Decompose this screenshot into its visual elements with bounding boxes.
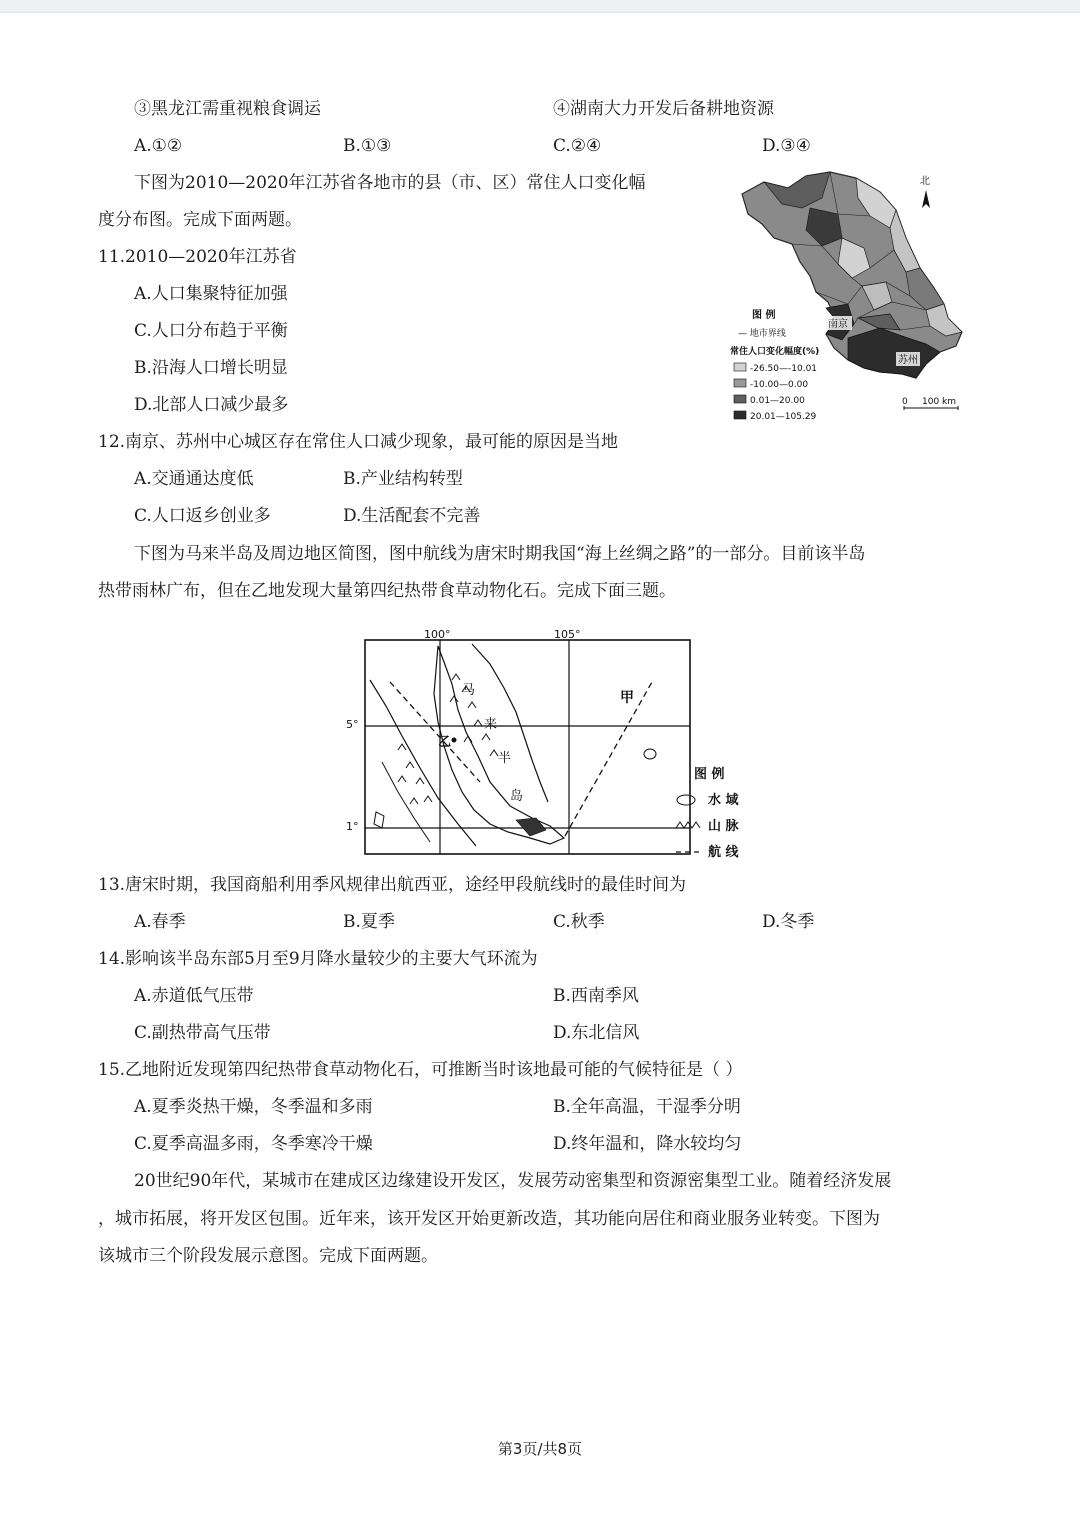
intro-jiangsu-line-1: 下图为2010—2020年江苏省各地市的县（市、区）常住人口变化幅 bbox=[134, 173, 646, 193]
q15-option-d: D.终年温和，降水较均匀 bbox=[553, 1134, 742, 1154]
q10-item-3: ③黑龙江需重视粮食调运 bbox=[134, 99, 321, 119]
legend-swatch-1 bbox=[734, 363, 746, 371]
q12-option-a: A.交通通达度低 bbox=[134, 469, 254, 489]
jiangsu-population-map bbox=[730, 168, 975, 428]
intro-malay-line-1: 下图为马来半岛及周边地区简图，图中航线为唐宋时期我国“海上丝绸之路”的一部分。目前该半岛 bbox=[134, 544, 866, 564]
q12-option-c: C.人口返乡创业多 bbox=[134, 506, 271, 526]
q15-option-a: A.夏季炎热干燥，冬季温和多雨 bbox=[134, 1097, 373, 1117]
top-bar bbox=[0, 0, 1080, 13]
map-legend-title: 图 例 bbox=[752, 310, 776, 321]
intro-city-line-1: 20世纪90年代，某城市在建成区边缘建设开发区，发展劳动密集型和资源密集型工业。随着经济发展 bbox=[134, 1171, 892, 1191]
q11-option-c: C.人口分布趋于平衡 bbox=[134, 321, 288, 341]
q14-stem: 14.影响该半岛东部5月至9月降水量较少的主要大气环流为 bbox=[98, 949, 538, 969]
q10-option-a: A.①② bbox=[134, 136, 183, 156]
q13-option-b: B.夏季 bbox=[343, 912, 395, 932]
ban-label: 半 bbox=[498, 751, 512, 766]
q15-stem: 15.乙地附近发现第四纪热带食草动物化石，可推断当时该地最可能的气候特征是（ ） bbox=[98, 1060, 743, 1080]
suzhou-label: 苏州 bbox=[898, 355, 918, 366]
lat-5-label: 5° bbox=[346, 718, 359, 731]
legend-mountain-label: 山 脉 bbox=[708, 819, 739, 834]
q14-option-a: A.赤道低气压带 bbox=[134, 986, 254, 1006]
legend-class-1: -26.50—-10.01 bbox=[750, 364, 818, 374]
jia-label: 甲 bbox=[620, 690, 634, 706]
q12-stem: 12.南京、苏州中心城区存在常住人口减少现象，最可能的原因是当地 bbox=[98, 432, 619, 452]
legend-water-label: 水 域 bbox=[708, 793, 739, 808]
q14-option-d: D.东北信风 bbox=[553, 1023, 640, 1043]
legend-class-4: 20.01—105.29 bbox=[750, 412, 817, 422]
dao-label: 岛 bbox=[510, 789, 524, 804]
q13-option-a: A.春季 bbox=[134, 912, 186, 932]
intro-malay-line-2: 热带雨林广布，但在乙地发现大量第四纪热带食草动物化石。完成下面三题。 bbox=[98, 581, 676, 601]
lon-105-label: 105° bbox=[554, 628, 581, 641]
ma-label: 马 bbox=[462, 683, 476, 698]
q13-option-c: C.秋季 bbox=[553, 912, 605, 932]
q13-stem: 13.唐宋时期，我国商船利用季风规律出航西亚，途经甲段航线时的最佳时间为 bbox=[98, 875, 687, 895]
lat-1-label: 1° bbox=[346, 820, 359, 833]
north-arrow-icon bbox=[922, 190, 930, 208]
q11-option-b: B.沿海人口增长明显 bbox=[134, 358, 288, 378]
malay-legend-title: 图 例 bbox=[694, 767, 725, 782]
intro-jiangsu-line-2: 度分布图。完成下面两题。 bbox=[98, 210, 302, 230]
legend-swatch-2 bbox=[734, 379, 746, 387]
q10-item-4: ④湖南大力开发后备耕地资源 bbox=[553, 99, 774, 119]
lon-100-label: 100° bbox=[424, 628, 451, 641]
page-number: 第3页/共8页 bbox=[497, 1440, 583, 1458]
q11-option-d: D.北部人口减少最多 bbox=[134, 395, 289, 415]
boundary-legend: — 地市界线 bbox=[738, 329, 786, 339]
nanjing-label: 南京 bbox=[828, 319, 848, 330]
malay-peninsula-map bbox=[340, 622, 760, 862]
q15-option-c: C.夏季高温多雨，冬季寒冷干燥 bbox=[134, 1134, 373, 1154]
q12-option-b: B.产业结构转型 bbox=[343, 469, 463, 489]
legend-swatch-3 bbox=[734, 395, 746, 403]
q13-option-d: D.冬季 bbox=[762, 912, 815, 932]
q15-option-b: B.全年高温，干湿季分明 bbox=[553, 1097, 741, 1117]
legend-route-label: 航 线 bbox=[708, 845, 739, 860]
yi-point bbox=[452, 738, 457, 743]
scale-label: 100 km bbox=[922, 397, 957, 407]
change-legend-title: 常住人口变化幅度(%) bbox=[730, 347, 820, 357]
legend-swatch-4 bbox=[734, 411, 746, 419]
intro-city-line-3: 该城市三个阶段发展示意图。完成下面两题。 bbox=[98, 1246, 438, 1266]
legend-class-2: -10.00—0.00 bbox=[750, 380, 809, 390]
q10-option-c: C.②④ bbox=[553, 136, 602, 156]
q11-stem: 11.2010—2020年江苏省 bbox=[98, 247, 297, 267]
q12-option-d: D.生活配套不完善 bbox=[343, 506, 481, 526]
intro-city-line-2: ，城市拓展，将开发区包围。近年来，该开发区开始更新改造，其功能向居住和商业服务业转变。下图为 bbox=[98, 1209, 880, 1229]
north-label: 北 bbox=[920, 176, 930, 187]
lai-label: 来 bbox=[484, 717, 498, 732]
q10-option-b: B.①③ bbox=[343, 136, 392, 156]
legend-class-3: 0.01—20.00 bbox=[750, 396, 805, 406]
q10-option-d: D.③④ bbox=[762, 136, 811, 156]
q14-option-b: B.西南季风 bbox=[553, 986, 639, 1006]
scale-zero: 0 bbox=[902, 397, 908, 407]
q14-option-c: C.副热带高气压带 bbox=[134, 1023, 271, 1043]
yi-label: 乙 bbox=[438, 735, 452, 750]
q11-option-a: A.人口集聚特征加强 bbox=[134, 284, 288, 304]
